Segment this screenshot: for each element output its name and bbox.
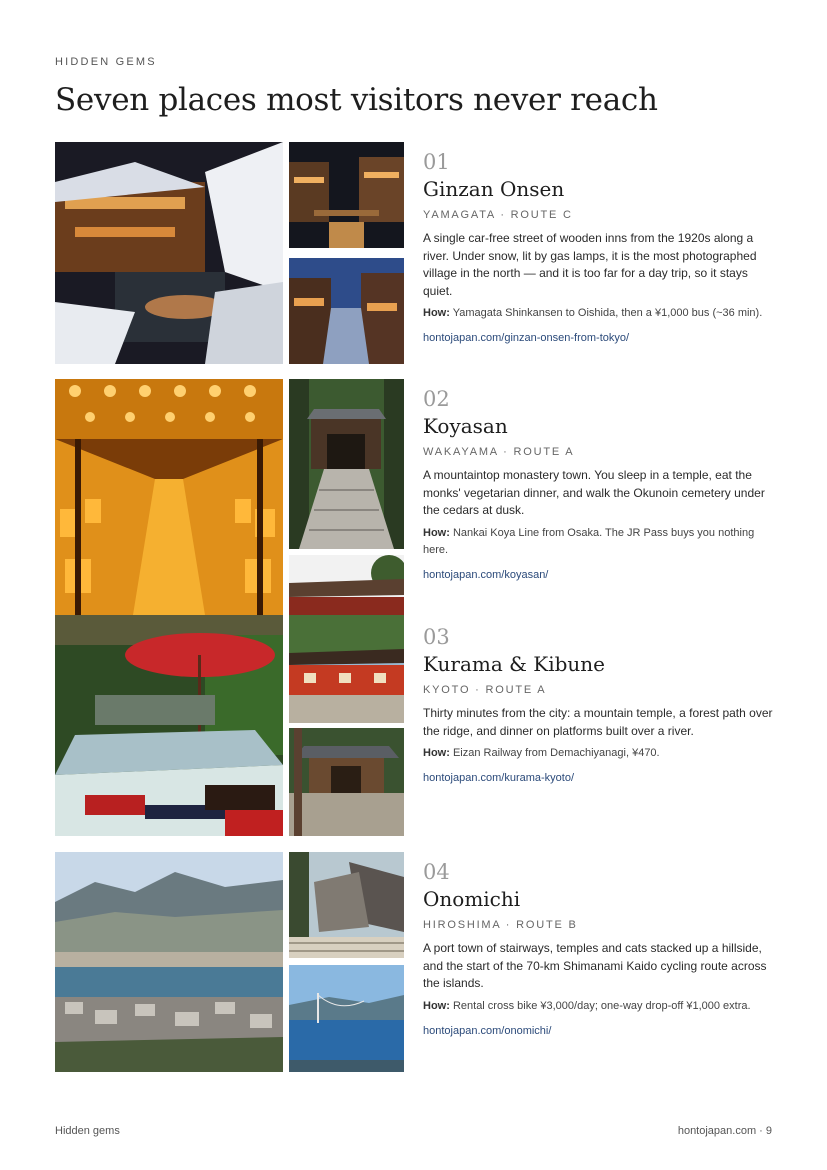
- entry-onomichi: [55, 852, 775, 1072]
- entry-description: A port town of stairways, temples and cats stacked up a hillside, and the start of the 70-km Shimanami Kaido cycling route across the islands.: [423, 941, 767, 990]
- entry-name: Kurama & Kibune: [423, 652, 606, 676]
- entry-link[interactable]: hontojapan.com/onomichi/: [423, 1024, 552, 1037]
- how-text: Nankai Koya Line from Osaka. The JR Pass buys you nothing here.: [423, 526, 755, 556]
- entry-location-route: KYOTO · ROUTE A: [423, 684, 547, 696]
- how-text: Rental cross bike ¥3,000/day; one-way drop-off ¥1,000 extra.: [452, 999, 751, 1012]
- how-label: How:: [423, 747, 450, 759]
- entry-name: Koyasan: [423, 414, 508, 438]
- entry-how: [423, 998, 773, 1015]
- shimanami-kaido-bridge-sea-photo: [289, 965, 404, 1072]
- entry-number: 03: [423, 625, 450, 649]
- entry-number: 04: [423, 860, 450, 884]
- koyasan-temple-roof-photo: [289, 555, 404, 615]
- entry-number: 02: [423, 387, 450, 411]
- onomichi-hillside-stairway-photo: [289, 852, 404, 958]
- section-eyebrow: HIDDEN GEMS: [55, 56, 157, 68]
- entry-location-route: YAMAGATA · ROUTE C: [423, 209, 573, 221]
- ginzan-onsen-street-dusk-photo: [289, 258, 404, 364]
- entry-text: [423, 150, 773, 345]
- entry-text: [423, 625, 773, 785]
- entry-number: 01: [423, 150, 450, 174]
- how-text: Eizan Railway from Demachiyanagi, ¥470.: [452, 747, 660, 759]
- entry-location-route: HIROSHIMA · ROUTE B: [423, 919, 578, 931]
- entry-name: Onomichi: [423, 887, 521, 911]
- page-title: Seven places most visitors never reach: [55, 82, 658, 118]
- kibune-river-platform-umbrella-photo: [55, 615, 283, 836]
- entry-link[interactable]: hontojapan.com/kurama-kyoto/: [423, 772, 575, 784]
- entry-location-route: WAKAYAMA · ROUTE A: [423, 446, 575, 458]
- entry-description: Thirty minutes from the city: a mountain temple, a forest path over the ridge, and dinner on platforms built over a river.: [423, 706, 773, 738]
- entry-name: Ginzan Onsen: [423, 177, 565, 201]
- entry-how: [423, 745, 773, 762]
- how-label: How:: [423, 999, 450, 1012]
- entry-how: [423, 305, 773, 322]
- entry-kurama-kibune: [55, 615, 775, 836]
- how-label: How:: [423, 526, 450, 539]
- entry-description: A single car-free street of wooden inns from the 1920s along a river. Under snow, lit by gas lamps, it is the most photographed village in the north — and it is too far for a day trip, so it stays quiet.: [423, 231, 757, 298]
- ginzan-onsen-river-lamps-photo: [289, 142, 404, 248]
- entry-how: [423, 525, 773, 559]
- entry-text: [423, 387, 773, 582]
- entry-link[interactable]: hontojapan.com/ginzan-onsen-from-tokyo/: [423, 332, 630, 344]
- footer-site-page-number: hontojapan.com · 9: [677, 1125, 772, 1137]
- ginzan-onsen-snow-night-photo: [55, 142, 283, 364]
- koyasan-temple-gate-stairs-photo: [289, 379, 404, 549]
- entry-ginzan-onsen: [55, 142, 775, 364]
- how-text: Yamagata Shinkansen to Oishida, then a ¥1,000 bus (~36 min).: [452, 307, 763, 319]
- kurama-temple-red-gate-photo: [289, 615, 404, 723]
- entry-link[interactable]: hontojapan.com/koyasan/: [423, 568, 549, 581]
- entry-description: A mountaintop monastery town. You sleep in a temple, eat the monks' vegetarian dinner, and walk the Okunoin cemetery under the cedars at dusk.: [423, 468, 765, 517]
- how-label: How:: [423, 307, 450, 319]
- koyasan-lantern-hall-photo: [55, 379, 283, 615]
- entry-text: [423, 860, 773, 1038]
- entry-koyasan: [55, 379, 775, 615]
- footer-section-name: Hidden gems: [55, 1125, 120, 1137]
- onomichi-harbor-panorama-photo: [55, 852, 283, 1072]
- kurama-mountain-temple-photo: [289, 728, 404, 836]
